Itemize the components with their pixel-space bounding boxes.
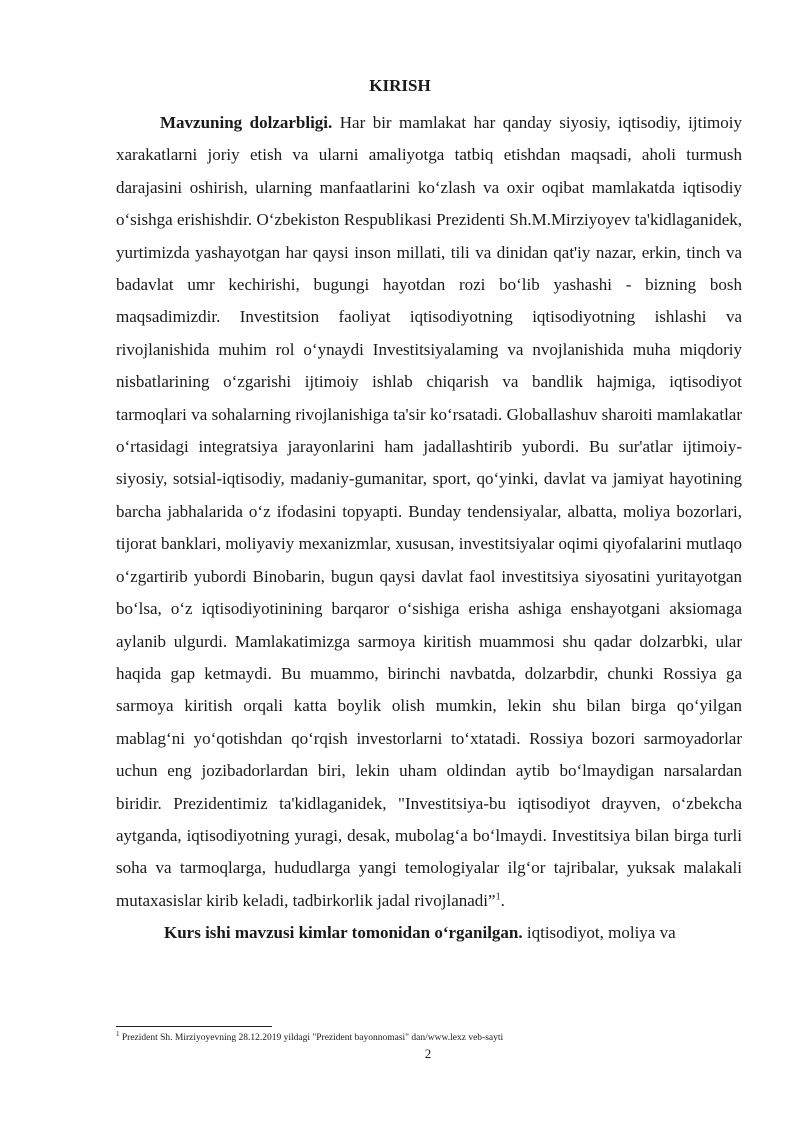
body-text bbox=[116, 107, 742, 950]
page-number: 2 bbox=[424, 1046, 432, 1061]
paragraph-text: iqtisodiyot, moliya va bbox=[522, 923, 676, 943]
paragraph-text: Har bir mamlakat har qanday siyosiy, iqtisodiy, ijtimoiy xarakatlarni joriy etish va ularni amaliyotga tatbiq etishdan maqsadi, aholi turmush darajasini oshirish, ularning manfaatlarini ko‘zlash va oxir oqibat mamlakatda iqtisodiy o‘sishga erishishdir. O‘zbekiston Respublikasi Prezidenti Sh.M.Mirziyoyev ta'kidlaganidek, yurtimizda yashayotgan har qaysi inson millati, tili va dinidan qat'iy nazar, erkin, tinch va badavlat umr kechirishi, bugungi hayotdan rozi bo‘lib yashashi - bizning bosh maqsadimizdir. Investitsion faoliyat iqtisodiyotning iqtisodiyotning ishlashi va rivojlanishida muhim rol o‘ynaydi Investitsiyalaming va nvojlanishida muha miqdoriy nisbatlarining o‘zgarishi ijtimoiy ishlab chiqarish va bandlik hajmiga, iqtisodiyot tarmoqlari va sohalarning rivojlanishiga ta'sir ko‘rsatadi. Globallashuv sharoiti mamlakatlar o‘rtasidagi integratsiya jarayonlarini ham jadallashtirib yubordi. Bu sur'atlar ijtimoiy-siyosiy, sotsial-iqtisodiy, madaniy-gumanitar, sport, qo‘yinki, davlat va jamiyat hayotining barcha jabhalarida o‘z ifodasini topyapti. Bunday tendensiyalar, albatta, moliya bozorlari, tijorat banklari, moliyaviy mexanizmlar, xususan, investitsiyalar oqimi qiyofalarini mutlaqo o‘zgartirib yubordi Binobarin, bugun qaysi davlat faol investitsiya siyosatini yuritayotgan bo‘lsa, o‘z iqtisodiyotinining barqaror o‘sishiga erisha ashiga enshayotgani aksiomaga aylanib ulgurdi. Mamlakatimizga sarmoya kiritish muammosi shu qadar dolzarbki, ular haqida gap ketmaydi. Bu muammo, birinchi navbatda, dolzarbdir, chunki Rossiya ga sarmoya kiritish orqali katta boylik olish mumkin, lekin shu bilan birga qo‘yilgan mablag‘ni yo‘qotishdan qo‘rqish investorlarni to‘xtatadi. Rossiya bozori sarmoyadorlar uchun eng jozibadorlardan biri, lekin uham oldindan aytib bo‘lmaydigan narsalardan biridir. Prezidentimiz ta'kidlaganidek, "Investitsiya-bu iqtisodiyot drayven, o‘zbekcha aytganda, iqtisodiyotning yuragi, desak, mubolag‘a bo‘lmaydi. Investitsiya bilan birga turli soha va tarmoqlarga, hududlarga yangi temologiyalar ilg‘or tajribalar, yuksak malakali mutaxasislar kirib keladi, tadbirkorlik jadal rivojlanadi” bbox=[116, 113, 743, 910]
footnote-marker: 1 bbox=[116, 1029, 120, 1038]
page-title: KIRISH bbox=[369, 76, 431, 95]
paragraph-relevance bbox=[116, 107, 742, 917]
footnote-text: Prezident Sh. Mirziyoyevning 28.12.2019 yildagi "Prezident bayonnomasi" dan/www.lexz veb-sayti bbox=[119, 1033, 504, 1043]
footnote bbox=[116, 1029, 756, 1045]
paragraph-end: . bbox=[500, 890, 505, 910]
footnote-reference[interactable]: 1 bbox=[495, 891, 501, 903]
paragraph-study bbox=[116, 917, 742, 949]
paragraph-lead: Kurs ishi mavzusi kimlar tomonidan o‘rganilgan. bbox=[164, 923, 523, 943]
footnote-divider bbox=[116, 1026, 272, 1027]
paragraph-lead: Mavzuning dolzarbligi. bbox=[160, 113, 333, 132]
